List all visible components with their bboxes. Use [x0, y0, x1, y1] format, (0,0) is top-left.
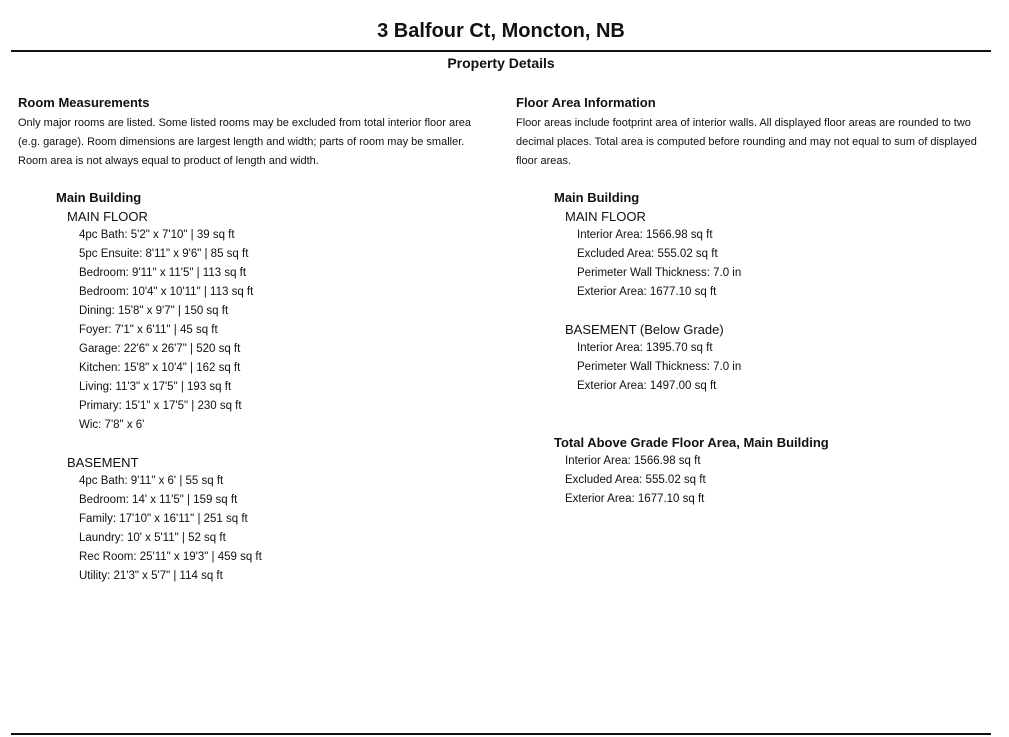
room-row: Primary: 15'1" x 17'5" | 230 sq ft [79, 400, 242, 412]
room-row: Wic: 7'8" x 6' [79, 419, 145, 431]
room-measurements-note: Only major rooms are listed. Some listed rooms may be excluded from total interior floor area (e.g. garage). Room dimensions are largest length and width; parts of room may be smaller. Room area is not always equal to product of length and width. [18, 117, 472, 167]
building-label: Main Building [56, 190, 142, 205]
area-row: Perimeter Wall Thickness: 7.0 in [577, 267, 742, 279]
area-row: Exterior Area: 1497.00 sq ft [577, 380, 717, 392]
room-row: 5pc Ensuite: 8'11" x 9'6" | 85 sq ft [79, 248, 249, 260]
room-measurements-section [18, 95, 493, 586]
area-row: Interior Area: 1395.70 sq ft [577, 342, 713, 354]
area-row: Perimeter Wall Thickness: 7.0 in [577, 361, 742, 373]
floor-area-section [516, 95, 996, 509]
room-row: Utility: 21'3" x 5'7" | 114 sq ft [79, 570, 223, 582]
room-row: Bedroom: 9'11" x 11'5" | 113 sq ft [79, 267, 247, 279]
page-subtitle: Property Details [447, 55, 555, 71]
footer-divider [11, 733, 991, 735]
room-row: Garage: 22'6" x 26'7" | 520 sq ft [79, 343, 241, 355]
room-row: Bedroom: 14' x 11'5" | 159 sq ft [79, 494, 238, 506]
area-row: Excluded Area: 555.02 sq ft [565, 474, 706, 486]
room-row: 4pc Bath: 9'11" x 6' | 55 sq ft [79, 475, 224, 487]
header-divider [11, 50, 991, 52]
room-measurements-heading: Room Measurements [18, 95, 150, 110]
floor-label: MAIN FLOOR [565, 209, 646, 224]
floor-label: BASEMENT [67, 455, 139, 470]
area-row: Interior Area: 1566.98 sq ft [565, 455, 701, 467]
area-row: Excluded Area: 555.02 sq ft [577, 248, 718, 260]
room-row: Bedroom: 10'4" x 10'11" | 113 sq ft [79, 286, 254, 298]
room-row: 4pc Bath: 5'2" x 7'10" | 39 sq ft [79, 229, 235, 241]
area-row: Exterior Area: 1677.10 sq ft [565, 493, 705, 505]
page-title: 3 Balfour Ct, Moncton, NB [377, 20, 625, 42]
floor-area-note: Floor areas include footprint area of interior walls. All displayed floor areas are rounded to two decimal places. Total area is computed before rounding and may not equal to sum of displayed floor areas. [516, 117, 977, 167]
floor-area-heading: Floor Area Information [516, 95, 656, 110]
room-row: Living: 11'3" x 17'5" | 193 sq ft [79, 381, 232, 393]
total-above-grade-heading: Total Above Grade Floor Area, Main Building [554, 435, 829, 450]
floor-label: BASEMENT (Below Grade) [565, 322, 724, 337]
room-row: Family: 17'10" x 16'11" | 251 sq ft [79, 513, 248, 525]
room-row: Laundry: 10' x 5'11" | 52 sq ft [79, 532, 226, 544]
room-row: Dining: 15'8" x 9'7" | 150 sq ft [79, 305, 229, 317]
room-row: Rec Room: 25'11" x 19'3" | 459 sq ft [79, 551, 262, 563]
area-row: Exterior Area: 1677.10 sq ft [577, 286, 717, 298]
building-label: Main Building [554, 190, 640, 205]
floor-label: MAIN FLOOR [67, 209, 148, 224]
area-row: Interior Area: 1566.98 sq ft [577, 229, 713, 241]
room-row: Foyer: 7'1" x 6'11" | 45 sq ft [79, 324, 218, 336]
room-row: Kitchen: 15'8" x 10'4" | 162 sq ft [79, 362, 241, 374]
